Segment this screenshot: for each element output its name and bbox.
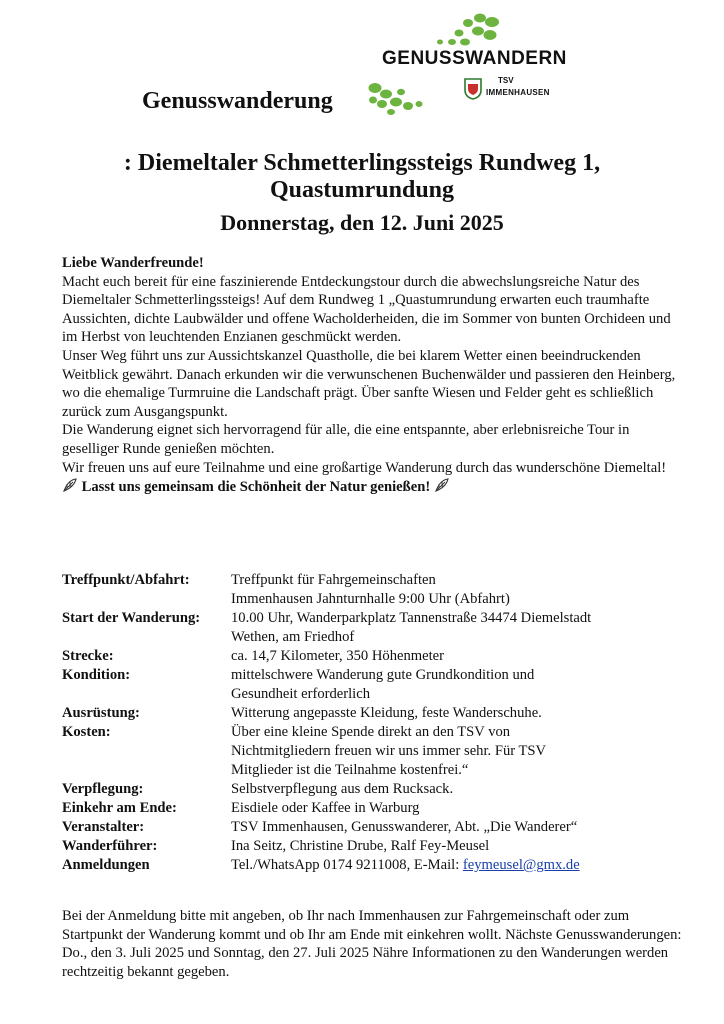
detail-value-line: Ina Seitz, Christine Drube, Ralf Fey-Meusel [231,838,490,854]
detail-label: Kosten: [62,724,111,740]
intro-paragraph-2: Unser Weg führt uns zur Aussichtskanzel Quastholle, die bei klarem Wetter einen beeindruckenden Weitblick gewährt. Danach erkunden wir die verwunschenen Buchenwälder und passieren den Heinberg, wo die ehemalige Turmruine die Landschaft prägt. Über sanfte Wiesen und Felder geht es schließlich zurück zum Ausgangspunkt. [62,347,676,420]
leaf-icon [62,477,78,493]
detail-label: Anmeldungen [62,857,150,873]
detail-value-line: Eisdiele oder Kaffee in Warburg [231,800,420,816]
details-table [62,571,682,875]
detail-label: Wanderführer: [62,838,158,854]
detail-value [231,666,682,704]
closing-line [62,477,682,497]
detail-value [231,780,682,799]
detail-row-distance [62,647,682,666]
detail-row-guides [62,837,682,856]
detail-value-line: Selbstverpflegung aus dem Rucksack. [231,781,454,797]
event-title-line2: Quastumrundung [269,177,455,203]
logo-wordmark: GENUSSWANDERN [382,48,567,69]
detail-value [231,799,682,818]
genusswandern-logo [368,12,588,118]
detail-row-stop [62,799,682,818]
detail-value [231,818,682,837]
intro-paragraph-4: Wir freuen uns auf eure Teilnahme und eine großartige Wanderung durch das wunderschöne Diemeltal! [62,459,667,476]
detail-label: Kondition: [62,667,131,683]
detail-row-registration [62,856,682,875]
intro-paragraph-3: Die Wanderung eignet sich hervorragend für alle, die eine entspannte, aber erlebnisreiche Tour in geselliger Runde genießen möchten. [62,422,630,457]
detail-value-line: Über eine kleine Spende direkt an den TSV von [231,724,511,740]
detail-label: Ausrüstung: [62,705,140,721]
detail-label: Einkehr am Ende: [62,800,177,816]
detail-value [231,704,682,723]
detail-value [231,837,682,856]
intro-text [62,254,682,497]
event-title [0,150,724,204]
detail-value-line: Treffpunkt für Fahrgemeinschaften [231,572,436,588]
detail-value-line: TSV Immenhausen, Genusswanderer, Abt. „Die Wanderer“ [231,819,578,835]
email-link[interactable]: feymeusel@gmx.de [462,857,580,873]
logo-club-short: TSV [498,76,514,85]
event-date: Donnerstag, den 12. Juni 2025 [220,210,504,235]
detail-value-line: Nichtmitgliedern freuen wir uns immer sehr. Für TSV [231,743,547,759]
detail-row-start [62,609,682,647]
footer-text: Bei der Anmeldung bitte mit angeben, ob Ihr nach Immenhausen zur Fahrgemeinschaft oder zum Startpunkt der Wanderung kommt und ob Ihr am Ende mit einkehren wollt. Nächste Genusswanderungen: Do., den 3. Juli 2025 und Sonntag, den 27. Juli 2025 Nähre Informationen zu den Wanderungen werden rechtzeitig bekannt gegeben. [62,908,682,980]
detail-value [231,647,682,666]
detail-value [231,856,682,875]
detail-label: Strecke: [62,648,114,664]
detail-row-catering [62,780,682,799]
detail-row-costs [62,723,682,780]
header-title: Genusswanderung [142,88,333,114]
detail-value [231,571,682,609]
detail-value-line: Mitglieder ist die Teilnahme kostenfrei.“ [231,762,469,778]
detail-row-meeting [62,571,682,609]
detail-row-equipment [62,704,682,723]
detail-value [231,723,682,780]
logo-club-city: IMMENHAUSEN [486,88,550,97]
detail-value-line: Wethen, am Friedhof [231,629,355,645]
closing-text: Lasst uns gemeinsam die Schönheit der Natur genießen! [81,479,431,496]
detail-value-line: Immenhausen Jahnturnhalle 9:00 Uhr (Abfahrt) [231,591,510,607]
greeting: Liebe Wanderfreunde! [62,255,204,271]
intro-paragraph-1: Macht euch bereit für eine faszinierende Entdeckungstour durch die abwechslungsreiche Natur des Diemeltaler Schmetterlingssteigs! Auf dem Rundweg 1 „Quastumrundung erwarten euch traumhafte Aussichten, dichte Laubwälder und offene Wacholderheiden, die im Sommer von bunten Orchideen und im Herbst von leuchtenden Enzianen geschmückt werden. [62,273,671,346]
detail-label: Veranstalter: [62,819,145,835]
detail-label: Treffpunkt/Abfahrt: [62,572,190,588]
detail-value-line: ca. 14,7 Kilometer, 350 Höhenmeter [231,648,444,664]
detail-value-line: mittelschwere Wanderung gute Grundkondition und [231,667,535,683]
detail-value-line: Witterung angepasste Kleidung, feste Wanderschuhe. [231,705,542,721]
registration-phone: Tel./WhatsApp 0174 9211008, E-Mail: [231,857,463,873]
detail-value-line: Gesundheit erforderlich [231,686,370,702]
leaf-icon [434,477,450,493]
detail-row-organizer [62,818,682,837]
detail-label: Start der Wanderung: [62,610,201,626]
detail-value-line: 10.00 Uhr, Wanderparkplatz Tannenstraße 34474 Diemelstadt [231,610,592,626]
club-crest-icon [464,78,482,100]
event-title-line1: : Diemeltaler Schmetterlingssteigs Rundweg 1, [123,150,601,176]
detail-value [231,609,682,647]
detail-label: Verpflegung: [62,781,144,797]
detail-row-fitness [62,666,682,704]
